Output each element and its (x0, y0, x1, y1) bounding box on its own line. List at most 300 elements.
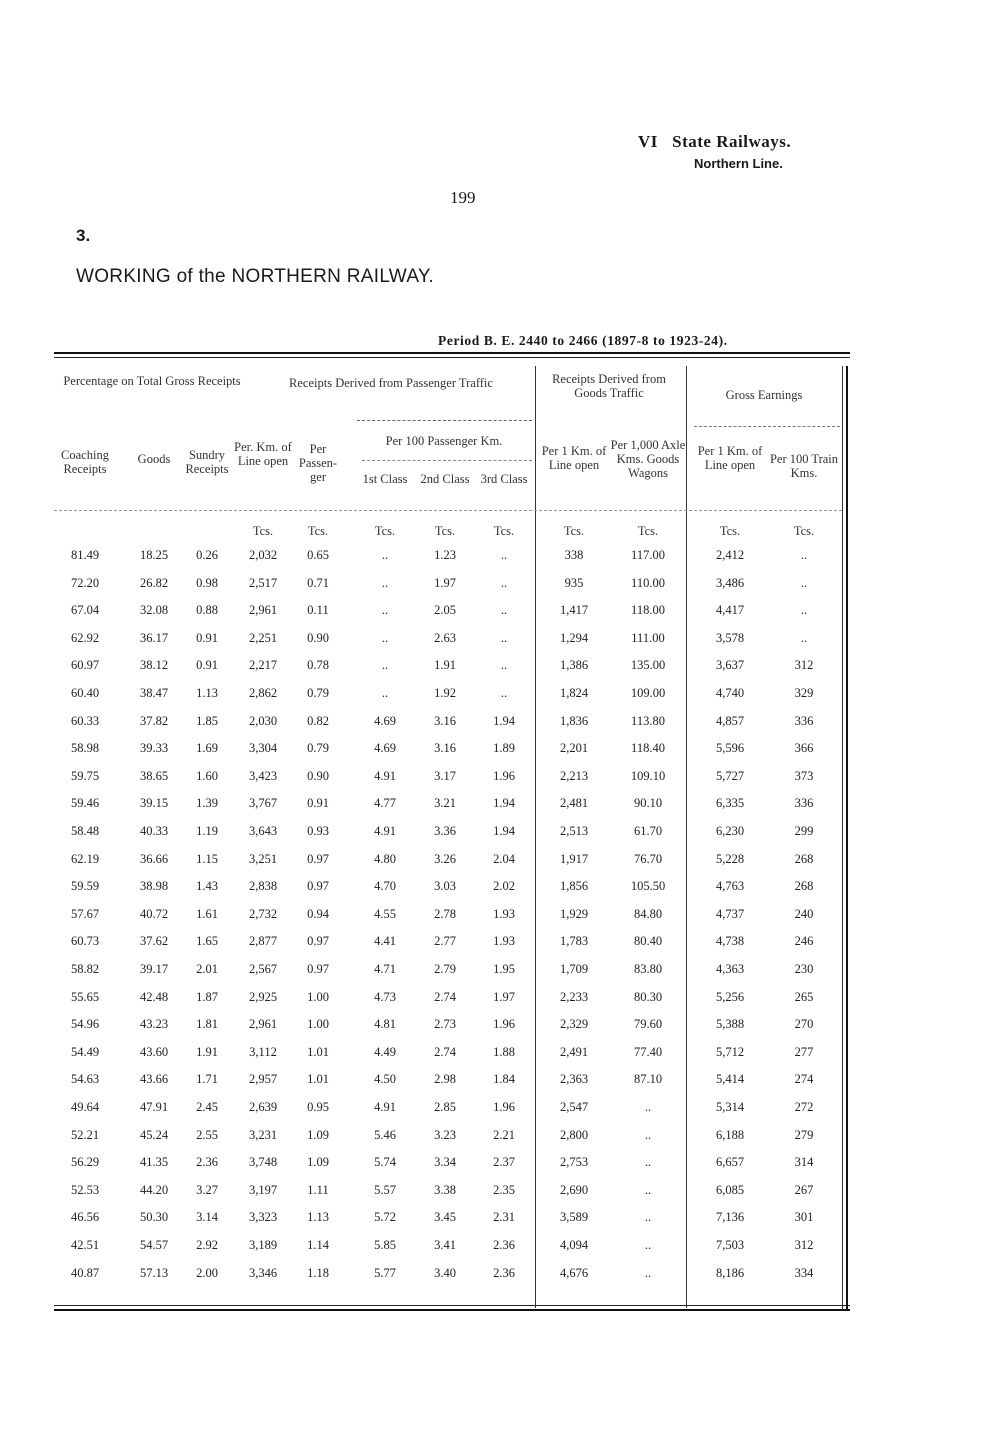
table-cell: .. (381, 603, 389, 618)
column-header: Coaching Receipts (61, 448, 109, 476)
table-cell: 5.77 (374, 1265, 396, 1280)
table-cell: 135.00 (630, 658, 666, 673)
table-cell: 2.98 (434, 1072, 456, 1087)
table-cell: 1,929 (559, 906, 589, 921)
table-cell: 1,824 (559, 686, 589, 700)
unit-label: Tcs. (793, 524, 815, 538)
table-cell: 80.30 (633, 989, 663, 1004)
table-cell: 2.36 (493, 1265, 515, 1280)
table-cell: 43.66 (139, 1072, 169, 1087)
table-cell: 0.98 (196, 575, 218, 590)
table-cell: 4,417 (715, 603, 745, 618)
table-cell: 1,917 (559, 851, 589, 866)
table-cell: 1.60 (196, 768, 218, 783)
table-cell: 336 (794, 796, 814, 811)
table-cell: 3.34 (434, 1155, 456, 1170)
table-cell: 2,957 (248, 1072, 278, 1087)
table-cell: 59.75 (70, 768, 100, 783)
table-cell: 5,727 (715, 768, 745, 783)
table-cell: 36.66 (139, 851, 169, 866)
table-cell: 1.43 (196, 879, 218, 894)
table-cell: 3,323 (248, 1210, 278, 1225)
table-cell: 3.26 (434, 851, 456, 866)
table-cell: 1,836 (559, 713, 589, 728)
table-cell: 7,503 (715, 1238, 745, 1252)
table-cell: 1.13 (307, 1210, 329, 1225)
table-cell: 4.41 (374, 934, 396, 949)
table-cell: 62.92 (70, 630, 100, 645)
table-cell: 4,740 (715, 686, 745, 700)
table-cell: 90.10 (633, 796, 663, 811)
unit-label: Tcs. (719, 524, 741, 538)
table-cell: .. (644, 1238, 652, 1252)
table-cell: 1,417 (559, 603, 589, 618)
table-cell: 2,862 (248, 686, 278, 700)
table-cell: 44.20 (139, 1182, 169, 1197)
table-cell: 3.17 (434, 768, 456, 783)
table-cell: 113.80 (631, 713, 665, 728)
table-cell: 41.35 (139, 1155, 169, 1170)
table-cell: 2.37 (493, 1155, 515, 1170)
table-cell: .. (800, 548, 808, 562)
table-cell: 1.97 (493, 989, 515, 1004)
table-cell: .. (381, 658, 389, 673)
table-cell: 4,857 (715, 713, 745, 728)
table-cell: 5,228 (715, 851, 745, 866)
table-cell: 3,112 (249, 1044, 277, 1059)
table-cell: 5,414 (715, 1072, 745, 1087)
table-cell: 3,231 (248, 1127, 278, 1142)
table-cell: 55.65 (70, 989, 100, 1004)
column-header: Goods (137, 452, 171, 466)
table-cell: 60.40 (70, 686, 100, 700)
table-cell: .. (500, 603, 508, 618)
table-cell: 0.97 (307, 934, 329, 949)
table-cell: 0.88 (196, 603, 218, 618)
table-cell: 1.96 (493, 1100, 515, 1114)
table-cell: 3,748 (248, 1155, 278, 1170)
table-cell: 3.23 (434, 1127, 456, 1142)
table-cell: 4.91 (374, 768, 396, 783)
group-header-passenger: Receipts Derived from Passenger Traffic (289, 376, 493, 390)
table-cell: 2.21 (493, 1127, 515, 1142)
table-cell: 338 (564, 548, 584, 562)
table-cell: 1.19 (196, 824, 218, 838)
table-cell: 49.64 (70, 1100, 100, 1114)
table-cell: 4.80 (374, 851, 396, 866)
table-cell: 0.71 (307, 575, 329, 590)
unit-label: Tcs. (637, 524, 659, 538)
section-header: VI State Railways. (638, 132, 792, 151)
table-cell: 2.36 (196, 1155, 218, 1170)
table-cell: .. (500, 575, 508, 590)
table-cell: 2,491 (559, 1044, 589, 1059)
column-header: Per. Km. of Line open (234, 440, 292, 468)
table-cell: .. (381, 575, 389, 590)
table-cell: 0.90 (307, 630, 329, 645)
table-cell: 76.70 (633, 851, 663, 866)
table-cell: 1,783 (559, 934, 589, 949)
table-cell: 1,709 (559, 962, 589, 976)
column-header: Sundry Receipts (185, 448, 229, 476)
working-table (54, 352, 850, 1312)
table-cell: 0.65 (307, 548, 329, 562)
table-cell: 4.70 (374, 879, 396, 894)
table-cell: 110.00 (631, 575, 665, 590)
table-cell: 5,712 (715, 1044, 745, 1059)
table-cell: 1.85 (196, 713, 218, 728)
table-cell: 0.90 (307, 768, 329, 783)
table-cell: 314 (794, 1155, 814, 1170)
table-cell: 6,188 (715, 1127, 745, 1142)
table-cell: 4.55 (374, 906, 396, 921)
column-header: Per Passen-ger (298, 442, 338, 484)
table-cell: 52.21 (70, 1127, 100, 1142)
table-cell: 3.45 (434, 1210, 456, 1225)
table-cell: 2,961 (248, 1017, 278, 1032)
table-cell: 3,423 (248, 768, 278, 783)
table-cell: 5.85 (374, 1238, 396, 1252)
table-cell: 2,030 (248, 713, 278, 728)
table-cell: 2,329 (559, 1017, 589, 1032)
table-cell: 4.73 (374, 989, 396, 1004)
subsection-header: Northern Line. (694, 156, 783, 171)
table-cell: 77.40 (633, 1044, 663, 1059)
unit-label: Tcs. (493, 524, 515, 538)
table-cell: 56.29 (70, 1155, 100, 1170)
table-cell: .. (644, 1127, 652, 1142)
table-cell: .. (644, 1100, 652, 1114)
table-cell: 0.82 (307, 713, 329, 728)
table-cell: 2,547 (559, 1100, 589, 1114)
table-cell: 1.39 (196, 796, 218, 811)
table-cell: .. (381, 630, 389, 645)
table-cell: 42.48 (139, 989, 169, 1004)
table-cell: 246 (794, 934, 814, 949)
unit-label: Tcs. (307, 524, 329, 538)
table-cell: 2.63 (434, 630, 456, 645)
table-cell: 268 (794, 851, 814, 866)
table-cell: .. (500, 686, 508, 700)
group-header-percentage: Percentage on Total Gross Receipts (63, 374, 241, 388)
table-cell: .. (381, 548, 389, 562)
table-cell: 2,838 (248, 879, 278, 894)
table-cell: 1.91 (196, 1044, 218, 1059)
table-cell: 4.81 (374, 1017, 396, 1032)
page-number: 199 (450, 188, 476, 207)
table-cell: 3,767 (248, 796, 278, 811)
table-cell: 4,094 (559, 1238, 589, 1252)
table-cell: 3,486 (715, 575, 745, 590)
table-cell: 52.53 (70, 1182, 100, 1197)
table-cell: 105.50 (630, 879, 666, 894)
table-cell: 2.31 (493, 1210, 515, 1225)
table-cell: 4.69 (374, 713, 396, 728)
table-cell: 37.82 (139, 713, 169, 728)
table-cell: 84.80 (633, 906, 663, 921)
table-cell: 935 (564, 575, 584, 590)
table-cell: 40.72 (139, 906, 169, 921)
table-cell: 3.27 (196, 1182, 218, 1197)
table-cell: 7,136 (715, 1210, 745, 1225)
table-cell: 2.79 (434, 962, 456, 976)
table-cell: 60.97 (70, 658, 100, 673)
column-header: Per 1 Km. of Line open (697, 444, 763, 472)
table-cell: 0.97 (307, 879, 329, 894)
table-cell: 43.23 (139, 1017, 169, 1032)
table-cell: 1.71 (196, 1072, 218, 1087)
table-cell: 42.51 (70, 1238, 100, 1252)
table-cell: 6,230 (715, 824, 745, 838)
table-cell: 1.01 (307, 1044, 329, 1059)
table-cell: 0.26 (196, 548, 218, 562)
table-cell: .. (800, 630, 808, 645)
table-cell: 2.73 (434, 1017, 456, 1032)
table-cell: 4,738 (715, 934, 745, 949)
table-cell: 1.94 (493, 796, 515, 811)
table-cell: 1.87 (196, 989, 218, 1004)
table-cell: 2,800 (559, 1127, 589, 1142)
table-cell: 1.91 (434, 658, 456, 673)
table-cell: 2,732 (248, 906, 278, 921)
table-cell: 2.01 (196, 962, 218, 976)
table-cell: 43.60 (139, 1044, 169, 1059)
table-cell: 0.91 (196, 630, 218, 645)
unit-label: Tcs. (434, 524, 456, 538)
table-cell: 58.82 (70, 962, 100, 976)
table-cell: 240 (794, 906, 814, 921)
table-cell: 1.09 (307, 1155, 329, 1170)
table-cell: 1.01 (307, 1072, 329, 1087)
table-cell: 2,690 (559, 1182, 589, 1197)
table-cell: 6,085 (715, 1182, 745, 1197)
table-cell: 2,251 (248, 630, 278, 645)
table-cell: 1.93 (493, 906, 515, 921)
column-header: 1st Class (362, 472, 408, 486)
table-cell: 3,637 (715, 658, 745, 673)
table-cell: 32.08 (139, 603, 169, 618)
table-cell: 299 (794, 824, 814, 838)
table-cell: 274 (794, 1072, 814, 1087)
table-cell: 373 (794, 768, 814, 783)
table-cell: 5.46 (374, 1127, 396, 1142)
table-cell: 312 (794, 1238, 814, 1252)
table-cell: 2.45 (196, 1100, 218, 1114)
table-cell: 336 (794, 713, 814, 728)
table-cell: 1.11 (307, 1182, 329, 1197)
table-cell: 4.49 (374, 1044, 396, 1059)
table-cell: 3,643 (248, 824, 278, 838)
table-cell: 1.09 (307, 1127, 329, 1142)
table-cell: .. (500, 548, 508, 562)
table-cell: 45.24 (139, 1127, 169, 1142)
table-cell: 277 (794, 1044, 814, 1059)
table-cell: 1.18 (307, 1265, 329, 1280)
page-title: WORKING of the NORTHERN RAILWAY. (76, 266, 435, 287)
table-cell: 5,256 (715, 989, 745, 1004)
table-cell: 3,189 (248, 1238, 278, 1252)
table-cell: 1,386 (559, 658, 589, 673)
table-cell: 3.38 (434, 1182, 456, 1197)
table-cell: 3,589 (559, 1210, 589, 1225)
table-cell: 54.57 (139, 1238, 169, 1252)
table-cell: 58.98 (70, 741, 100, 756)
table-cell: 2.74 (434, 989, 456, 1004)
table-cell: 2,517 (248, 575, 278, 590)
table-cell: 1,856 (559, 879, 589, 894)
table-cell: 37.62 (139, 934, 169, 949)
table-cell: 2.04 (493, 851, 515, 866)
table-cell: 3,304 (248, 741, 278, 756)
table-cell: 2.05 (434, 603, 456, 618)
table-cell: 2,481 (559, 796, 589, 811)
table-cell: 4.91 (374, 824, 396, 838)
column-header: Per 1 Km. of Line open (541, 444, 607, 472)
table-cell: 38.12 (139, 658, 169, 673)
table-cell: 59.46 (70, 796, 100, 811)
table-cell: 1.95 (493, 962, 515, 976)
unit-label: Tcs. (563, 524, 585, 538)
table-cell: 0.93 (307, 824, 329, 838)
table-cell: 109.10 (630, 768, 666, 783)
unit-label: Tcs. (252, 524, 274, 538)
table-cell: 2,567 (248, 962, 278, 976)
table-cell: 62.19 (70, 851, 100, 866)
table-cell: 2,961 (248, 603, 278, 618)
table-cell: 4.77 (374, 796, 396, 811)
table-cell: 118.40 (631, 741, 665, 756)
group-header-per100: Per 100 Passenger Km. (385, 434, 503, 448)
table-cell: 3,251 (248, 851, 278, 866)
table-cell: 40.87 (70, 1265, 100, 1280)
table-cell: 2.78 (434, 906, 456, 921)
table-cell: 3.16 (434, 713, 456, 728)
table-cell: 118.00 (631, 603, 665, 618)
table-cell: 54.49 (70, 1044, 100, 1059)
table-cell: 366 (794, 741, 814, 756)
table-cell: 81.49 (70, 548, 100, 562)
table-cell: 0.79 (307, 741, 329, 756)
table-cell: 2.55 (196, 1127, 218, 1142)
table-cell: 2.92 (196, 1238, 218, 1252)
table-cell: 4.91 (374, 1100, 396, 1114)
table-cell: 54.63 (70, 1072, 100, 1087)
table-cell: 38.65 (139, 768, 169, 783)
table-cell: 59.59 (70, 879, 100, 894)
table-cell: 50.30 (139, 1210, 169, 1225)
table-cell: 2,877 (248, 934, 278, 949)
group-header-gross: Gross Earnings (725, 388, 803, 402)
section-number: 3. (76, 226, 91, 245)
table-cell: 329 (794, 686, 814, 700)
table-cell: .. (800, 603, 808, 618)
table-cell: 279 (794, 1127, 814, 1142)
table-cell: 2,032 (248, 548, 278, 562)
table-cell: 26.82 (139, 575, 169, 590)
table-cell: 2,213 (559, 768, 589, 783)
table-cell: 3.40 (434, 1265, 456, 1280)
table-cell: 5,596 (715, 741, 745, 756)
unit-label: Tcs. (374, 524, 396, 538)
table-cell: 1.14 (307, 1238, 329, 1252)
table-cell: 58.48 (70, 824, 100, 838)
table-cell: 61.70 (633, 824, 663, 838)
table-cell: 87.10 (633, 1072, 663, 1087)
table-cell: 5.74 (374, 1155, 396, 1170)
table-cell: 1.96 (493, 768, 515, 783)
table-cell: 1.23 (434, 548, 456, 562)
table-cell: 2.85 (434, 1100, 456, 1114)
table-cell: .. (800, 575, 808, 590)
table-cell: 0.91 (307, 796, 329, 811)
table-cell: 1.00 (307, 1017, 329, 1032)
table-cell: 1,294 (559, 630, 589, 645)
table-cell: 39.15 (139, 796, 169, 811)
table-cell: 39.17 (139, 962, 169, 976)
table-cell: 38.98 (139, 879, 169, 894)
table-cell: 3,346 (248, 1265, 278, 1280)
table-cell: 39.33 (139, 741, 169, 756)
table-cell: 2.74 (434, 1044, 456, 1059)
table-cell: 60.73 (70, 934, 100, 949)
table-cell: 3,578 (715, 630, 745, 645)
table-cell: 5,388 (715, 1017, 745, 1032)
table-cell: 2,925 (248, 989, 278, 1004)
table-cell: 2,201 (559, 741, 589, 756)
table-cell: .. (644, 1265, 652, 1280)
table-cell: 2,233 (559, 989, 589, 1004)
table-cell: 2.36 (493, 1238, 515, 1252)
table-cell: 3.16 (434, 741, 456, 756)
table-cell: 1.93 (493, 934, 515, 949)
table-cell: 0.91 (196, 658, 218, 673)
table-cell: 3.03 (434, 879, 456, 894)
table-cell: 1.88 (493, 1044, 515, 1059)
table-cell: 5.72 (374, 1210, 396, 1225)
table-cell: 1.97 (434, 575, 456, 590)
table-cell: 1.94 (493, 713, 515, 728)
table-cell: 2,639 (248, 1100, 278, 1114)
table-cell: 0.79 (307, 686, 329, 700)
table-cell: 301 (794, 1210, 814, 1225)
table-cell: 2.00 (196, 1265, 218, 1280)
period-caption: Period B. E. 2440 to 2466 (1897-8 to 1923-24). (438, 333, 728, 348)
table-cell: 109.00 (630, 686, 666, 700)
table-cell: 6,335 (715, 796, 745, 811)
table-cell: 4.50 (374, 1072, 396, 1087)
table-cell: 230 (794, 962, 814, 976)
table-cell: 334 (794, 1265, 814, 1280)
table-cell: 1.15 (196, 851, 218, 866)
table-cell: 272 (794, 1100, 814, 1114)
table-cell: 2,753 (559, 1155, 589, 1170)
table-cell: 1.89 (493, 741, 515, 756)
table-cell: 268 (794, 879, 814, 894)
column-header: Per 100 Train Kms. (769, 452, 839, 480)
column-header: 3rd Class (480, 472, 528, 486)
table-cell: 1.65 (196, 934, 218, 949)
table-cell: 270 (794, 1017, 814, 1032)
table-cell: 1.84 (493, 1072, 515, 1087)
table-cell: 0.78 (307, 658, 329, 673)
table-cell: 1.92 (434, 686, 456, 700)
table-cell: 36.17 (139, 630, 169, 645)
table-cell: 1.61 (196, 906, 218, 921)
table-cell: 67.04 (70, 603, 100, 618)
table-cell: 5,314 (715, 1100, 745, 1114)
table-cell: 4.69 (374, 741, 396, 756)
table-cell: 1.81 (196, 1017, 218, 1032)
